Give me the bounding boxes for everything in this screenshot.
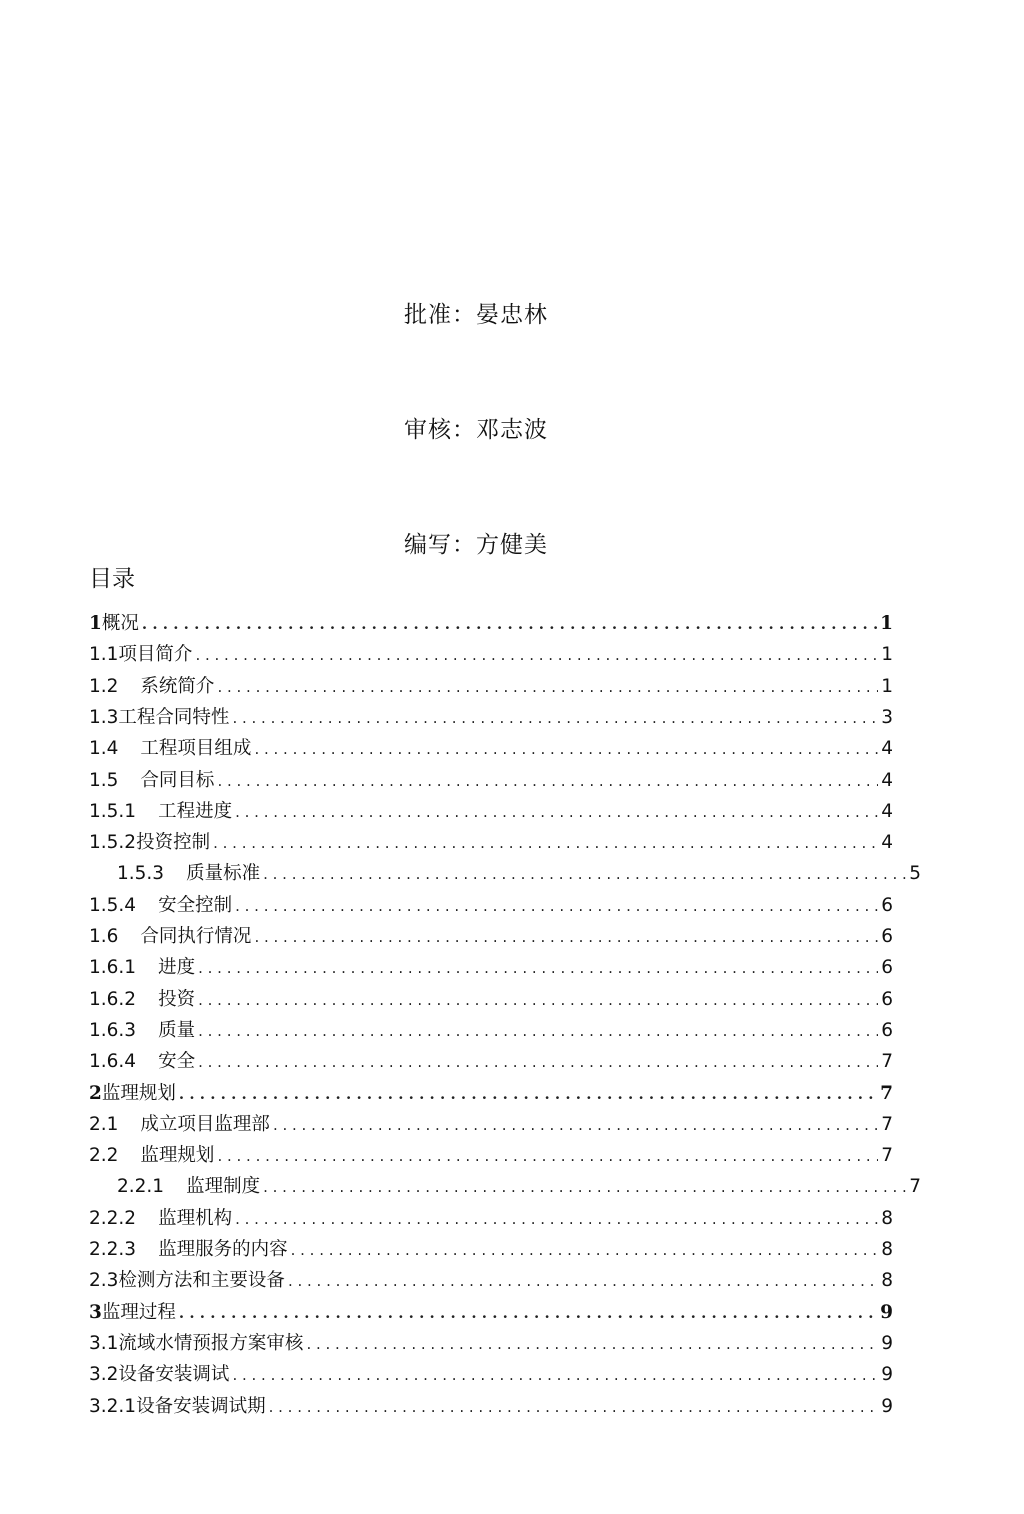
toc-entry-label: 投资控制 <box>136 832 211 854</box>
toc-entry-number: 1.6.4 <box>89 1051 137 1073</box>
toc-entry[interactable] <box>89 640 893 670</box>
toc-entry-page: 6 <box>881 988 893 1010</box>
toc-entry-number: 1.1 <box>89 644 119 666</box>
toc-dot-leader <box>198 985 878 1015</box>
toc-entry-number: 1.6.3 <box>89 1019 137 1041</box>
toc-entry-label: 工程进度 <box>158 800 233 822</box>
toc-entry-number: 2.2.2 <box>89 1207 137 1229</box>
toc-dot-leader <box>232 703 878 733</box>
toc-entry-page: 6 <box>881 926 893 947</box>
toc-entry-label: 质量标准 <box>186 863 261 885</box>
toc-entry-label: 概况 <box>101 613 139 634</box>
toc-entry-number: 2.2.1 <box>117 1176 165 1198</box>
toc-entry-number: 2.1 <box>89 1113 119 1135</box>
toc-dot-leader <box>291 1235 879 1265</box>
toc-dot-leader <box>235 891 878 921</box>
toc-dot-leader <box>179 1298 877 1328</box>
toc-dot-leader <box>217 1141 878 1171</box>
toc-entry[interactable] <box>89 1079 893 1109</box>
toc-entry[interactable] <box>89 922 893 952</box>
toc-entry-page: 7 <box>881 1051 893 1073</box>
reviewer-line: 审核：邓志波 <box>404 417 548 443</box>
toc-entry-label: 系统简介 <box>140 675 215 697</box>
toc-dot-leader <box>235 1204 878 1234</box>
toc-entry-number: 1 <box>89 613 102 634</box>
toc-entry[interactable] <box>89 891 893 921</box>
toc-entry-label: 监理规划 <box>101 1082 176 1104</box>
toc-entry-number: 3.1 <box>89 1332 119 1354</box>
toc-dot-leader <box>235 797 878 827</box>
toc-entry-number: 2.3 <box>89 1270 119 1292</box>
toc-entry-number: 3 <box>89 1301 102 1323</box>
toc-entry-label: 监理制度 <box>186 1176 261 1198</box>
toc-entry-number: 2 <box>89 1082 102 1104</box>
toc-entry[interactable] <box>89 797 893 827</box>
toc-entry-page: 8 <box>881 1207 893 1229</box>
toc-dot-leader <box>198 1016 878 1046</box>
toc-entry[interactable] <box>89 1110 893 1140</box>
toc-entry-label: 投资 <box>158 988 196 1010</box>
toc-entry-number: 1.4 <box>89 738 119 760</box>
toc-entry-page: 3 <box>881 706 893 728</box>
toc-entry[interactable] <box>117 859 921 889</box>
toc-entry-page: 8 <box>881 1239 893 1260</box>
toc-entry-page: 7 <box>880 1082 893 1104</box>
toc-entry-number: 3.2 <box>89 1364 119 1386</box>
toc-dot-leader <box>217 672 878 702</box>
toc-dot-leader <box>198 953 878 983</box>
toc-entry-label: 合同目标 <box>140 769 215 791</box>
toc-entry-page: 1 <box>881 644 893 666</box>
toc-dot-leader <box>232 1360 878 1390</box>
toc-entry[interactable] <box>89 766 893 796</box>
toc-entry-label: 安全控制 <box>158 894 233 916</box>
toc-dot-leader <box>179 1079 877 1109</box>
toc-entry-label: 工程合同特性 <box>118 706 230 728</box>
toc-entry[interactable] <box>117 1172 921 1202</box>
toc-entry-number: 1.6.1 <box>89 957 137 979</box>
toc-entry-label: 进度 <box>158 957 196 979</box>
toc-entry[interactable] <box>89 1298 893 1328</box>
toc-entry[interactable] <box>89 828 893 858</box>
toc-entry-page: 8 <box>881 1270 893 1292</box>
toc-entry-label: 合同执行情况 <box>140 926 252 947</box>
toc-entry-label: 设备安装调试期 <box>136 1395 266 1417</box>
toc-entry[interactable] <box>89 1329 893 1359</box>
toc-dot-leader <box>306 1329 878 1359</box>
toc-dot-leader <box>254 734 878 764</box>
toc-entry-number: 1.5.3 <box>117 863 165 885</box>
toc-entry-page: 4 <box>881 769 893 791</box>
toc-entry-page: 7 <box>881 1145 893 1167</box>
toc-entry-page: 1 <box>881 675 893 697</box>
toc-entry-number: 1.2 <box>89 675 119 697</box>
toc-entry-number: 1.6 <box>89 926 119 947</box>
toc-entry-page: 6 <box>881 957 893 979</box>
toc-entry[interactable] <box>89 1141 893 1171</box>
toc-entry-page: 4 <box>881 738 893 760</box>
toc-dot-leader <box>217 766 878 796</box>
toc-entry[interactable] <box>89 1016 893 1046</box>
toc-entry-page: 6 <box>881 1019 893 1041</box>
toc-entry-label: 流域水情预报方案审核 <box>118 1332 304 1354</box>
toc-entry-label: 设备安装调试 <box>118 1364 230 1386</box>
toc-dot-leader <box>263 1172 906 1202</box>
toc-entry-number: 3.2.1 <box>89 1395 137 1417</box>
toc-entry-page: 1 <box>880 613 893 634</box>
toc-dot-leader <box>213 828 878 858</box>
toc-entry-number: 1.5 <box>89 769 119 791</box>
toc-entry-page: 7 <box>881 1113 893 1135</box>
toc-entry-label: 质量 <box>158 1019 196 1041</box>
toc-entry-page: 9 <box>881 1364 893 1386</box>
toc-entry-page: 5 <box>909 863 921 885</box>
toc-entry-label: 监理服务的内容 <box>158 1239 288 1260</box>
toc-dot-leader <box>263 859 906 889</box>
toc-entry-page: 4 <box>881 800 893 822</box>
toc-dot-leader <box>288 1266 878 1296</box>
toc-entry-number: 1.5.4 <box>89 894 137 916</box>
toc-dot-leader <box>273 1110 878 1140</box>
toc-entry-page: 6 <box>881 894 893 916</box>
toc-entry-label: 监理机构 <box>158 1207 233 1229</box>
approver-line: 批准：晏忠林 <box>404 302 548 328</box>
toc-entry[interactable] <box>89 1360 893 1390</box>
toc-entry-label: 监理过程 <box>101 1301 176 1323</box>
toc-entry[interactable] <box>89 953 893 983</box>
toc-dot-leader <box>195 640 878 670</box>
toc-entry-label: 检测方法和主要设备 <box>118 1270 285 1292</box>
toc-entry[interactable] <box>89 1392 893 1422</box>
toc-dot-leader <box>269 1392 879 1422</box>
toc-entry-number: 1.5.1 <box>89 800 137 822</box>
toc-entry-label: 工程项目组成 <box>140 738 252 760</box>
toc-dot-leader <box>142 609 877 639</box>
toc-title: 目录 <box>89 566 135 592</box>
toc-entry[interactable] <box>89 1266 893 1296</box>
toc-entry[interactable] <box>89 1204 893 1234</box>
toc-entry-label: 成立项目监理部 <box>140 1113 270 1135</box>
toc-entry[interactable] <box>89 672 893 702</box>
toc-entry-label: 安全 <box>158 1051 196 1073</box>
toc-dot-leader <box>198 1047 878 1077</box>
author-line: 编写：方健美 <box>404 532 548 558</box>
toc-entry-page: 7 <box>909 1176 921 1198</box>
toc-entry[interactable] <box>89 734 893 764</box>
toc-entry-number: 2.2 <box>89 1145 119 1167</box>
toc-entry-number: 1.3 <box>89 706 119 728</box>
toc-entry-number: 1.5.2 <box>89 832 137 854</box>
toc-entry-number: 1.6.2 <box>89 988 137 1010</box>
toc-entry-page: 9 <box>880 1301 893 1323</box>
toc-entry[interactable] <box>89 609 893 639</box>
toc-entry[interactable] <box>89 1047 893 1077</box>
toc-entry-label: 项目简介 <box>118 644 193 666</box>
toc-entry-page: 4 <box>881 832 893 854</box>
toc-entry[interactable] <box>89 1235 893 1265</box>
toc-dot-leader <box>254 922 878 952</box>
toc-entry-page: 9 <box>881 1332 893 1354</box>
toc-entry-label: 监理规划 <box>140 1145 215 1167</box>
toc-entry-number: 2.2.3 <box>89 1239 137 1260</box>
toc-entry[interactable] <box>89 985 893 1015</box>
toc-entry-page: 9 <box>881 1395 893 1417</box>
toc-entry[interactable] <box>89 703 893 733</box>
